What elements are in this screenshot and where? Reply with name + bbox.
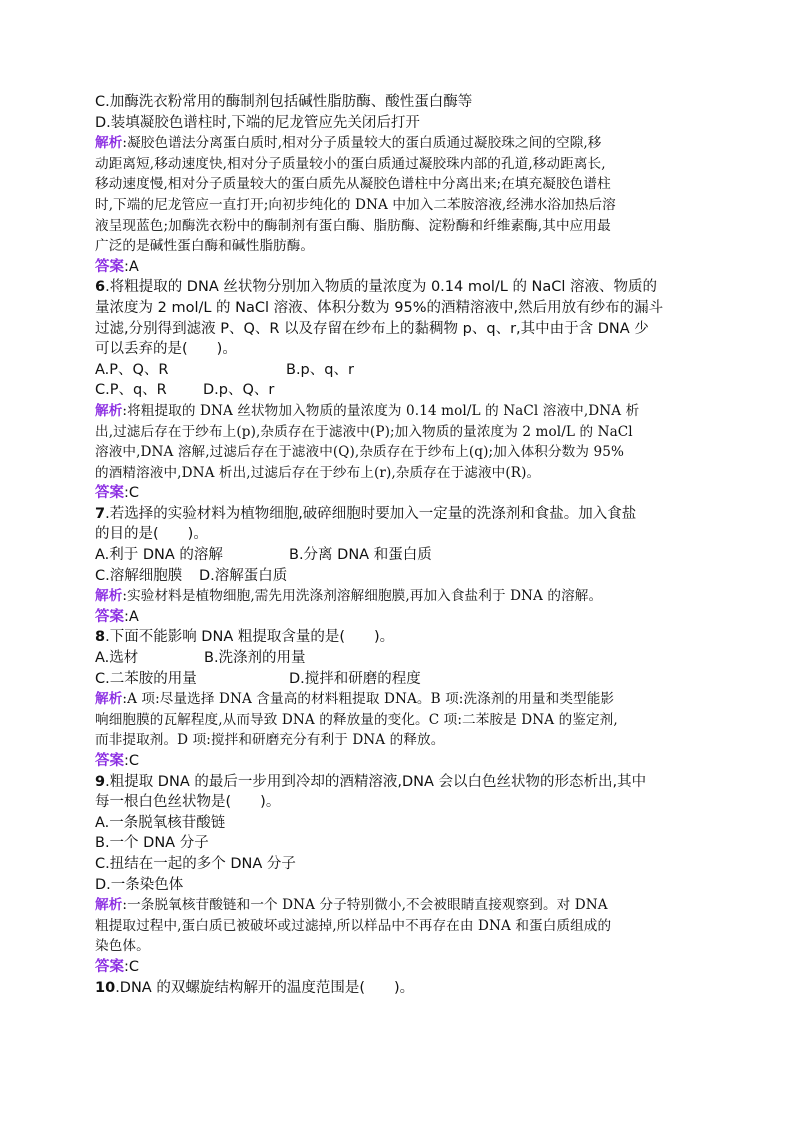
q6-number: 6 [95,279,106,296]
q7-option-c: C.溶解细胞膜 [95,567,183,584]
q6-option-c: C.P、q、R [95,382,167,399]
q8-stem-line: 8.下面不能影响 DNA 粗提取含量的是( )。 [95,629,395,646]
answer-label: 答案 [95,485,124,502]
explain-label: 解析 [95,135,123,152]
q9-answer: 答案:C [95,958,140,975]
q9-option-b: B.一个 DNA 分子 [95,835,209,852]
q8-explanation-line: 响细胞膜的瓦解程度,从而导致 DNA 的释放量的变化。C 项:二苯胺是 DNA 的鉴定剂, [95,711,618,728]
q7-explanation-line: 解析:实验材料是植物细胞,需先用洗涤剂溶解细胞膜,再加入食盐利于 DNA 的溶解。 [95,588,603,605]
q8-option-a: A.选材 [95,650,139,667]
explain-label: 解析 [95,402,123,419]
q7-stem-line: 的目的是( )。 [95,526,208,543]
q8-options-row [95,669,705,690]
q9-option-a: A.一条脱氧核苷酸链 [95,814,226,831]
q6-options-row [95,360,705,381]
q5-explanation-line: 动距离短,移动速度快,相对分子质量较小的蛋白质通过凝胶珠内部的孔道,移动距离长, [95,155,606,172]
q7-answer: 答案:A [95,608,139,625]
q8-option-d: D.搅拌和研磨的程度 [289,670,421,687]
q8-answer: 答案:C [95,753,140,769]
answer-label: 答案 [95,958,124,975]
q8-option-b: B.洗涤剂的用量 [204,650,306,667]
q6-stem-line: 可以丢弃的是( )。 [95,341,237,358]
q9-explanation-line: 粗提取过程中,蛋白质已被破坏或过滤掉,所以样品中不再存在由 DNA 和蛋白质组成的 [95,917,612,934]
q7-stem-line: 7.若选择的实验材料为植物细胞,破碎细胞时要加入一定量的洗涤剂和食盐。加入食盐 [95,505,637,522]
q6-explanation-line: 解析:将粗提取的 DNA 丝状物加入物质的量浓度为 0.14 mol/L 的 NaCl 溶液中,DNA 析 [95,402,640,419]
q5-explanation-line: 解析:凝胶色谱法分离蛋白质时,相对分子质量较大的蛋白质通过凝胶珠之间的空隙,移 [95,135,602,152]
q8-number: 8 [95,629,106,646]
q8-option-c: C.二苯胺的用量 [95,670,197,687]
q5-option-d: D.装填凝胶色谱柱时,下端的尼龙管应先关闭后打开 [95,114,420,131]
q9-stem-line: 9.粗提取 DNA 的最后一步用到冷却的酒精溶液,DNA 会以白色丝状物的形态析出,其中 [95,773,647,790]
q5-explanation-line: 液呈现蓝色;加酶洗衣粉中的酶制剂有蛋白酶、脂肪酶、淀粉酶和纤维素酶,其中应用最 [95,217,611,234]
answer-label: 答案 [95,258,124,275]
explain-label: 解析 [95,588,123,605]
q6-option-b: B.p、q、r [286,361,354,378]
q9-explanation-line: 解析:一条脱氧核苷酸链和一个 DNA 分子特别微小,不会被眼睛直接观察到。对 DNA [95,897,608,914]
q5-answer: 答案:A [95,258,139,275]
q8-explanation-line: 解析:A 项:尽量选择 DNA 含量高的材料粗提取 DNA。B 项:洗涤剂的用量和类型能影 [95,691,615,708]
q5-explanation-line: 广泛的是碱性蛋白酶和碱性脂肪酶。 [95,238,315,255]
answer-label: 答案 [95,753,124,769]
q8-options-row [95,648,705,669]
q6-stem-line: 过滤,分别得到滤液 P、Q、R 以及存留在纱布上的黏稠物 p、q、r,其中由于含 DNA 少 [95,320,649,337]
q6-stem-line: 6.将粗提取的 DNA 丝状物分别加入物质的量浓度为 0.14 mol/L 的 NaCl 溶液、物质的 [95,279,658,296]
q9-number: 9 [95,773,106,790]
q8-explanation-line: 而非提取剂。D 项:搅拌和研磨充分有利于 DNA 的释放。 [95,732,445,749]
q10-stem-line: 10.DNA 的双螺旋结构解开的温度范围是( )。 [95,979,415,996]
q7-option-d: D.溶解蛋白质 [199,567,288,584]
q6-stem-line: 量浓度为 2 mol/L 的 NaCl 溶液、体积分数为 95%的酒精溶液中,然后用放有纱布的漏斗 [95,299,664,316]
q9-option-d: D.一条染色体 [95,876,184,893]
q6-option-d: D.p、Q、r [203,382,275,399]
q10-number: 10 [95,979,116,996]
q9-explanation-line: 染色体。 [95,938,150,955]
q5-explanation-line: 移动速度慢,相对分子质量较大的蛋白质先从凝胶色谱柱中分离出来;在填充凝胶色谱柱 [95,176,611,193]
q6-option-a: A.P、Q、R [95,361,169,378]
q6-explanation-line: 溶液中,DNA 溶解,过滤后存在于滤液中(Q),杂质存在于纱布上(q);加入体积分数为 95% [95,444,624,461]
q7-option-a: A.利于 DNA 的溶解 [95,547,223,564]
q7-options-row [95,545,705,566]
q6-options-row [95,380,705,401]
q6-explanation-line: 的酒精溶液中,DNA 析出,过滤后存在于纱布上(r),杂质存在于滤液中(R)。 [95,464,541,481]
q5-explanation-line: 时,下端的尼龙管应一直打开;向初步纯化的 DNA 中加入二苯胺溶液,经沸水浴加热后溶 [95,196,616,213]
explain-label: 解析 [95,897,123,914]
document-page [95,92,705,998]
q7-option-b: B.分离 DNA 和蛋白质 [289,547,432,564]
q6-explanation-line: 出,过滤后存在于纱布上(p),杂质存在于滤液中(P);加入物质的量浓度为 2 mol/L 的 NaCl [95,423,633,440]
answer-label: 答案 [95,608,124,625]
q9-stem-line: 每一根白色丝状物是( )。 [95,794,281,811]
q5-option-c: C.加酶洗衣粉常用的酶制剂包括碱性脂肪酶、酸性蛋白酶等 [95,94,473,110]
explain-label: 解析 [95,691,123,708]
q6-answer: 答案:C [95,485,140,502]
q7-options-row [95,566,705,587]
q7-number: 7 [95,505,106,522]
q9-option-c: C.扭结在一起的多个 DNA 分子 [95,855,296,872]
